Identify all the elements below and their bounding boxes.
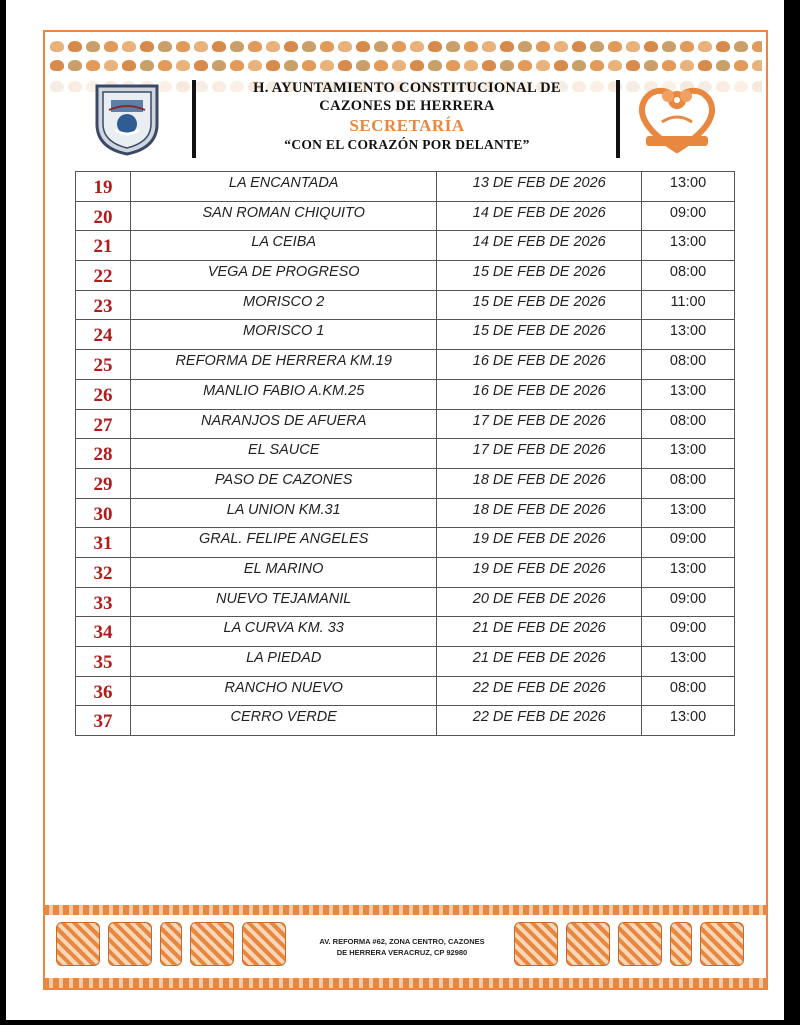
row-date: 15 DE FEB DE 2026 <box>437 261 642 291</box>
row-time: 09:00 <box>642 617 735 647</box>
ornament-icon <box>554 60 568 71</box>
row-date: 21 DE FEB DE 2026 <box>437 617 642 647</box>
row-place: MANLIO FABIO A.KM.25 <box>130 379 437 409</box>
ornament-icon <box>446 60 460 71</box>
mask-motif-icon <box>514 922 558 966</box>
row-time: 11:00 <box>642 290 735 320</box>
ornament-icon <box>140 41 154 52</box>
row-time: 13:00 <box>642 320 735 350</box>
table-row <box>76 379 735 409</box>
table-row <box>76 231 735 261</box>
table-row <box>76 320 735 350</box>
table-row <box>76 290 735 320</box>
ornament-icon <box>464 60 478 71</box>
row-place: CERRO VERDE <box>130 706 437 736</box>
table-row <box>76 439 735 469</box>
ornament-icon <box>536 60 550 71</box>
row-date: 15 DE FEB DE 2026 <box>437 320 642 350</box>
ornament-icon <box>392 41 406 52</box>
row-time: 09:00 <box>642 201 735 231</box>
ornament-icon <box>662 41 676 52</box>
row-number: 28 <box>76 439 131 469</box>
footer-motifs-left <box>56 922 286 970</box>
row-place: NARANJOS DE AFUERA <box>130 409 437 439</box>
ornament-icon <box>536 41 550 52</box>
row-number: 23 <box>76 290 131 320</box>
row-date: 18 DE FEB DE 2026 <box>437 468 642 498</box>
ornament-icon <box>518 60 532 71</box>
schedule-table <box>75 171 735 736</box>
ornament-icon <box>680 60 694 71</box>
row-date: 19 DE FEB DE 2026 <box>437 528 642 558</box>
ornament-icon <box>644 41 658 52</box>
face-motif-icon <box>190 922 234 966</box>
row-number: 31 <box>76 528 131 558</box>
table-row <box>76 617 735 647</box>
row-place: REFORMA DE HERRERA KM.19 <box>130 350 437 380</box>
top-ornament-row-2 <box>50 57 762 75</box>
ornament-icon <box>752 60 762 71</box>
table-row <box>76 201 735 231</box>
row-time: 13:00 <box>642 231 735 261</box>
fish-motif-icon <box>108 922 152 966</box>
ornament-icon <box>392 60 406 71</box>
row-date: 19 DE FEB DE 2026 <box>437 557 642 587</box>
row-place: LA CURVA KM. 33 <box>130 617 437 647</box>
row-time: 08:00 <box>642 261 735 291</box>
ornament-icon <box>410 41 424 52</box>
ornament-icon <box>158 41 172 52</box>
document-page <box>6 0 784 1020</box>
department-title: SECRETARÍA <box>349 116 465 135</box>
ornament-icon <box>320 60 334 71</box>
ornament-icon <box>194 41 208 52</box>
ornament-icon <box>356 41 370 52</box>
ornament-icon <box>626 60 640 71</box>
ornament-icon <box>338 41 352 52</box>
row-number: 24 <box>76 320 131 350</box>
ornament-icon <box>734 60 748 71</box>
table-row <box>76 647 735 677</box>
table-row <box>76 350 735 380</box>
row-time: 13:00 <box>642 172 735 202</box>
row-time: 13:00 <box>642 647 735 677</box>
ornament-icon <box>230 60 244 71</box>
row-number: 36 <box>76 676 131 706</box>
ornament-icon <box>644 60 658 71</box>
header-line-2: CAZONES DE HERRERA <box>319 98 495 114</box>
ornament-icon <box>68 60 82 71</box>
totem-motif-icon <box>670 922 692 966</box>
ornament-icon <box>86 41 100 52</box>
row-number: 21 <box>76 231 131 261</box>
row-number: 37 <box>76 706 131 736</box>
row-time: 09:00 <box>642 587 735 617</box>
row-date: 14 DE FEB DE 2026 <box>437 201 642 231</box>
footer-band-bottom <box>43 978 768 988</box>
ornament-icon <box>716 60 730 71</box>
row-place: MORISCO 1 <box>130 320 437 350</box>
table-row <box>76 172 735 202</box>
ornament-icon <box>248 60 262 71</box>
table-row <box>76 468 735 498</box>
ornament-icon <box>302 41 316 52</box>
row-time: 13:00 <box>642 706 735 736</box>
ornament-icon <box>752 81 762 92</box>
municipal-shield-logo <box>91 80 163 156</box>
row-time: 13:00 <box>642 439 735 469</box>
row-number: 30 <box>76 498 131 528</box>
ornament-icon <box>410 60 424 71</box>
ornament-icon <box>500 41 514 52</box>
ornament-icon <box>122 60 136 71</box>
ornament-icon <box>734 81 748 92</box>
ornament-icon <box>104 41 118 52</box>
row-number: 34 <box>76 617 131 647</box>
ornament-icon <box>248 41 262 52</box>
ornament-icon <box>428 60 442 71</box>
table-row <box>76 557 735 587</box>
row-time: 08:00 <box>642 350 735 380</box>
top-ornament-row-1 <box>50 38 762 56</box>
row-place: EL SAUCE <box>130 439 437 469</box>
ornament-icon <box>212 60 226 71</box>
ornament-icon <box>608 60 622 71</box>
totem-motif-icon <box>160 922 182 966</box>
ornament-icon <box>266 60 280 71</box>
footer-motifs-right <box>514 922 744 970</box>
ornament-icon <box>50 60 64 71</box>
row-place: GRAL. FELIPE ANGELES <box>130 528 437 558</box>
row-place: LA ENCANTADA <box>130 172 437 202</box>
row-time: 09:00 <box>642 528 735 558</box>
table-row <box>76 706 735 736</box>
row-number: 25 <box>76 350 131 380</box>
ornament-icon <box>266 41 280 52</box>
ornament-icon <box>68 41 82 52</box>
row-number: 22 <box>76 261 131 291</box>
row-date: 13 DE FEB DE 2026 <box>437 172 642 202</box>
table-row <box>76 587 735 617</box>
row-date: 18 DE FEB DE 2026 <box>437 498 642 528</box>
ornament-icon <box>590 60 604 71</box>
row-date: 15 DE FEB DE 2026 <box>437 290 642 320</box>
row-number: 32 <box>76 557 131 587</box>
row-date: 17 DE FEB DE 2026 <box>437 409 642 439</box>
ornament-icon <box>572 41 586 52</box>
table-row <box>76 409 735 439</box>
ornament-icon <box>572 60 586 71</box>
row-number: 35 <box>76 647 131 677</box>
ornament-icon <box>284 41 298 52</box>
ornament-icon <box>482 60 496 71</box>
row-place: MORISCO 2 <box>130 290 437 320</box>
ornament-icon <box>680 41 694 52</box>
ornament-icon <box>104 60 118 71</box>
mask-motif-icon <box>242 922 286 966</box>
row-date: 17 DE FEB DE 2026 <box>437 439 642 469</box>
header-line-1: H. AYUNTAMIENTO CONSTITUCIONAL DE <box>253 80 561 96</box>
ornament-icon <box>752 41 762 52</box>
row-number: 19 <box>76 172 131 202</box>
row-number: 29 <box>76 468 131 498</box>
ornament-icon <box>464 41 478 52</box>
row-time: 13:00 <box>642 557 735 587</box>
row-date: 14 DE FEB DE 2026 <box>437 231 642 261</box>
table-row <box>76 528 735 558</box>
ornament-icon <box>698 60 712 71</box>
row-place: VEGA DE PROGRESO <box>130 261 437 291</box>
ornament-icon <box>716 41 730 52</box>
row-place: PASO DE CAZONES <box>130 468 437 498</box>
ornament-icon <box>734 41 748 52</box>
row-time: 08:00 <box>642 409 735 439</box>
ornament-icon <box>626 41 640 52</box>
row-place: RANCHO NUEVO <box>130 676 437 706</box>
row-time: 08:00 <box>642 468 735 498</box>
ornament-icon <box>50 81 64 92</box>
ornament-icon <box>338 60 352 71</box>
ornament-icon <box>662 60 676 71</box>
ornament-icon <box>86 60 100 71</box>
footer-address <box>302 936 502 958</box>
ornament-icon <box>176 41 190 52</box>
row-place: SAN ROMAN CHIQUITO <box>130 201 437 231</box>
ornament-icon <box>500 60 514 71</box>
row-time: 08:00 <box>642 676 735 706</box>
row-place: LA CEIBA <box>130 231 437 261</box>
ornament-icon <box>428 41 442 52</box>
ornament-icon <box>230 41 244 52</box>
row-number: 33 <box>76 587 131 617</box>
ornament-icon <box>176 60 190 71</box>
ornament-icon <box>518 41 532 52</box>
row-date: 16 DE FEB DE 2026 <box>437 379 642 409</box>
row-time: 13:00 <box>642 498 735 528</box>
row-date: 21 DE FEB DE 2026 <box>437 647 642 677</box>
table-row <box>76 498 735 528</box>
row-place: EL MARINO <box>130 557 437 587</box>
table-row <box>76 676 735 706</box>
row-date: 22 DE FEB DE 2026 <box>437 706 642 736</box>
ornament-icon <box>446 41 460 52</box>
ornament-icon <box>554 41 568 52</box>
header-divider-left <box>192 80 196 158</box>
ornament-icon <box>122 41 136 52</box>
ornament-icon <box>50 41 64 52</box>
row-number: 20 <box>76 201 131 231</box>
ornament-icon <box>140 60 154 71</box>
row-date: 22 DE FEB DE 2026 <box>437 676 642 706</box>
row-date: 20 DE FEB DE 2026 <box>437 587 642 617</box>
address-line-2: DE HERRERA VERACRUZ, CP 92980 <box>336 948 468 957</box>
face-motif-icon <box>700 922 744 966</box>
ornament-icon <box>194 60 208 71</box>
motif-icon <box>56 922 100 966</box>
row-place: NUEVO TEJAMANIL <box>130 587 437 617</box>
ornament-icon <box>212 41 226 52</box>
table-row <box>76 261 735 291</box>
ornament-icon <box>158 60 172 71</box>
fish-motif-icon <box>618 922 662 966</box>
header-divider-right <box>616 80 620 158</box>
motif-icon <box>566 922 610 966</box>
address-line-1: AV. REFORMA #62, ZONA CENTRO, CAZONES <box>319 937 485 946</box>
ornament-icon <box>698 41 712 52</box>
ornament-icon <box>176 81 190 92</box>
row-number: 27 <box>76 409 131 439</box>
ornament-icon <box>68 81 82 92</box>
heart-flower-logo <box>632 78 722 158</box>
row-time: 13:00 <box>642 379 735 409</box>
ornament-icon <box>590 41 604 52</box>
footer-band-top <box>43 905 768 915</box>
row-place: LA PIEDAD <box>130 647 437 677</box>
ornament-icon <box>482 41 496 52</box>
ornament-icon <box>284 60 298 71</box>
row-date: 16 DE FEB DE 2026 <box>437 350 642 380</box>
ornament-icon <box>356 60 370 71</box>
ornament-icon <box>320 41 334 52</box>
ornament-icon <box>374 41 388 52</box>
ornament-icon <box>374 60 388 71</box>
ornament-icon <box>608 41 622 52</box>
slogan: “CON EL CORAZÓN POR DELANTE” <box>284 137 530 152</box>
ornament-icon <box>302 60 316 71</box>
row-place: LA UNION KM.31 <box>130 498 437 528</box>
row-number: 26 <box>76 379 131 409</box>
